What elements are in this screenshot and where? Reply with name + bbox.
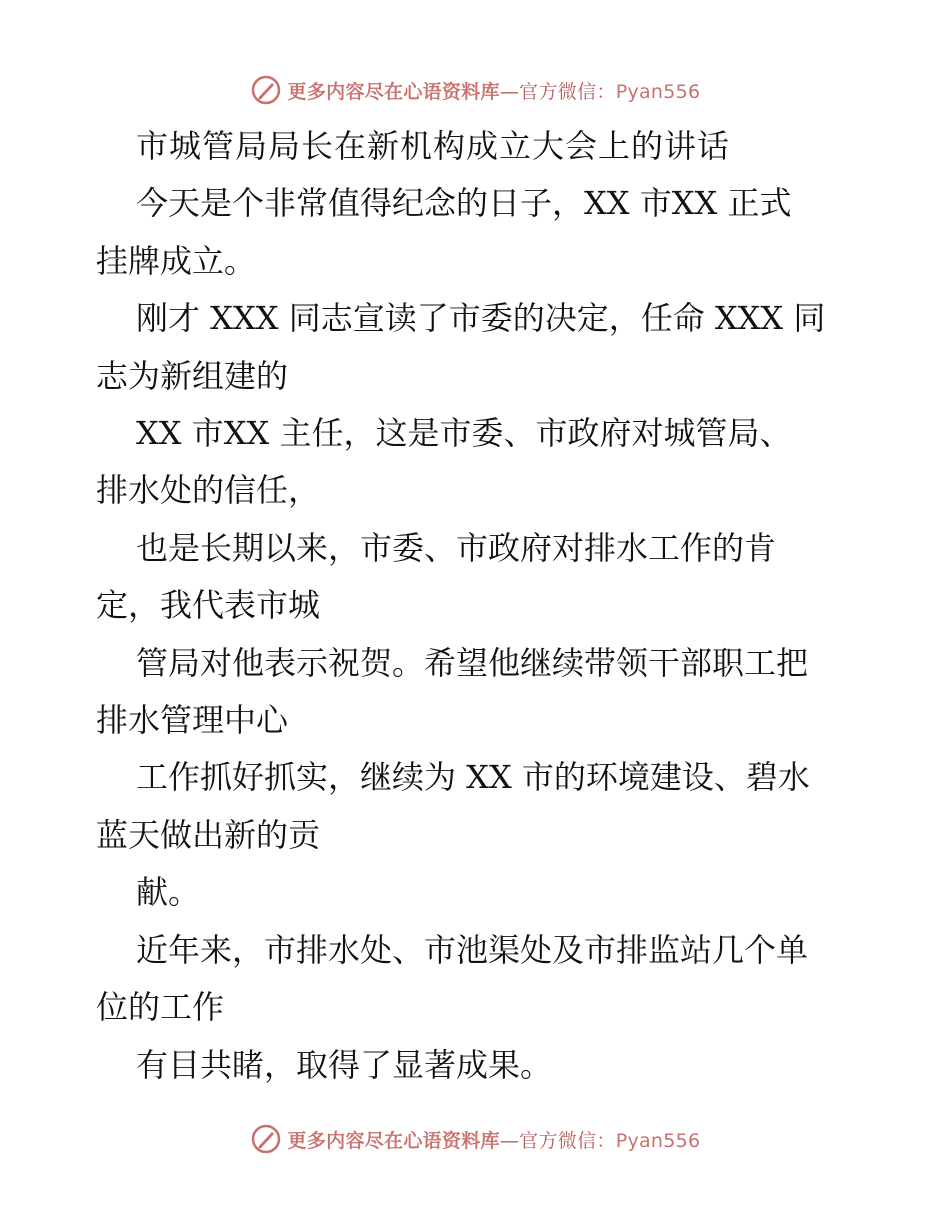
document-title: 市城管局局长在新机构成立大会上的讲话 [136, 127, 731, 165]
banner-slogan: 更多内容尽在心语资料库 [287, 80, 500, 103]
footer-banner-text [288, 1126, 701, 1153]
banner-slogan: 更多内容尽在心语资料库 [287, 1129, 500, 1152]
paragraph-line: 管局对他表示祝贺。希望他继续带领干部职工把 [136, 643, 809, 682]
paragraph-line: XX 市XX 主任，这是市委、市政府对城管局、 [136, 414, 792, 453]
banner-separator: — [499, 1129, 520, 1152]
banner-contact-id: Pyan556 [615, 80, 701, 103]
paragraph-line: 蓝天做出新的贡 [96, 815, 321, 854]
banner-separator: — [499, 80, 520, 103]
quill-pen-logo-icon [250, 1123, 282, 1155]
paragraph-line: 定，我代表市城 [96, 586, 321, 625]
paragraph-line: 也是长期以来，市委、市政府对排水工作的肯 [136, 528, 777, 567]
paragraph-line: 有目共睹，取得了显著成果。 [136, 1045, 553, 1084]
paragraph-line: 排水管理中心 [96, 701, 289, 740]
quill-pen-logo-icon [250, 74, 282, 106]
footer-banner [0, 1119, 950, 1159]
paragraph-line: 位的工作 [96, 988, 225, 1027]
header-banner [0, 70, 950, 110]
document-body [96, 118, 856, 1094]
paragraph-line: 今天是个非常值得纪念的日子，XX 市XX 正式 [136, 184, 792, 223]
banner-contact-label: 官方微信： [519, 80, 616, 103]
banner-contact-id: Pyan556 [615, 1129, 701, 1152]
header-banner-text [288, 77, 701, 104]
banner-contact-label: 官方微信： [519, 1129, 616, 1152]
paragraph-line: 近年来，市排水处、市池渠处及市排监站几个单 [136, 930, 809, 969]
paragraph-line: 挂牌成立。 [96, 241, 257, 280]
paragraph-line: 刚才 XXX 同志宣读了市委的决定，任命 XXX 同 [136, 299, 826, 338]
paragraph-line: 工作抓好抓实，继续为 XX 市的环境建设、碧水 [136, 758, 810, 797]
paragraph-line: 排水处的信任， [96, 471, 321, 510]
paragraph-line: 献。 [136, 873, 201, 912]
paragraph-line: 志为新组建的 [96, 356, 289, 395]
